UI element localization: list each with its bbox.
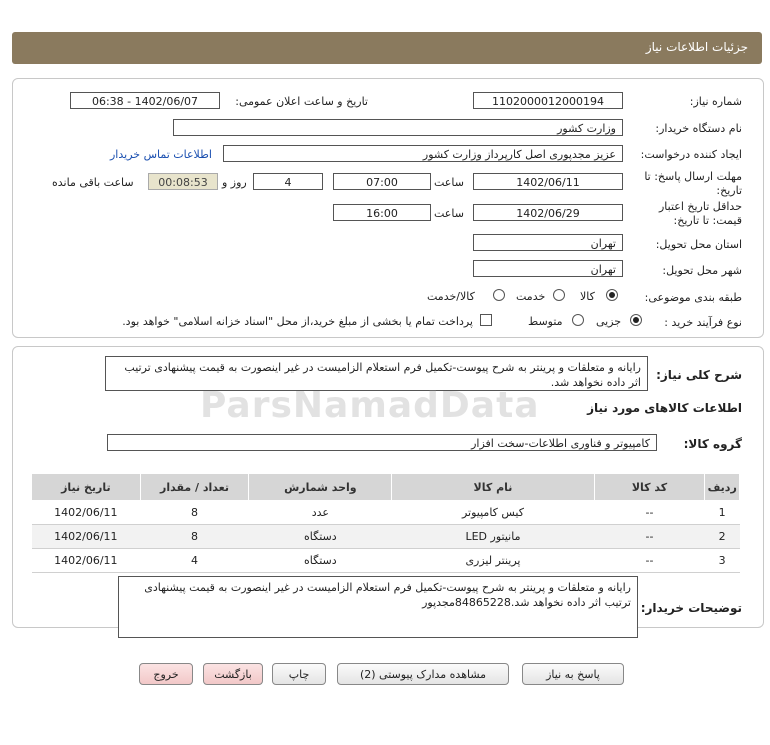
attachments-button[interactable]: مشاهده مدارک پیوستی (2) [337, 663, 509, 685]
goods-group-field: کامپیوتر و فناوری اطلاعات-سخت افزار [107, 434, 657, 451]
page-title: جزئیات اطلاعات نیاز [645, 40, 748, 54]
deadline-time-field: 07:00 [333, 173, 431, 190]
cell-name: پرینتر لیزری [392, 549, 594, 573]
table-row [32, 549, 740, 573]
category-option-goods: کالا [580, 290, 595, 303]
cell-row: 2 [705, 525, 740, 549]
buyer-org-label: نام دستگاه خریدار: [655, 122, 742, 135]
process-option-medium: متوسط [528, 315, 563, 328]
cell-row: 3 [705, 549, 740, 573]
creator-label: ایجاد کننده درخواست: [640, 148, 742, 161]
print-button[interactable]: چاپ [272, 663, 326, 685]
buyer-org-field: وزارت کشور [173, 119, 623, 136]
cell-unit: عدد [249, 501, 392, 525]
table-row [32, 501, 740, 525]
category-option-goods-service: کالا/خدمت [427, 290, 475, 303]
description-label: شرح کلی نیاز: [656, 368, 742, 382]
deadline-label-1: مهلت ارسال پاسخ: تا [644, 170, 742, 183]
col-name: نام کالا [392, 474, 594, 501]
cell-qty: 8 [140, 525, 249, 549]
cell-name: مانیتور LED [392, 525, 594, 549]
contact-buyer-link[interactable]: اطلاعات تماس خریدار [110, 148, 212, 161]
category-label: طبقه بندی موضوعی: [644, 291, 742, 304]
deadline-date-field: 1402/06/11 [473, 173, 623, 190]
cell-code: -- [594, 501, 705, 525]
deadline-hour-label: ساعت [434, 176, 464, 189]
category-radio-service[interactable] [553, 289, 565, 301]
buyer-notes-label: توضیحات خریدار: [640, 601, 742, 615]
cell-qty: 4 [140, 549, 249, 573]
remaining-label: ساعت باقی مانده [52, 176, 134, 189]
treasury-payment-checkbox[interactable] [480, 314, 492, 326]
col-date: تاریخ نیاز [32, 474, 141, 501]
deadline-label-2: تاریخ: [716, 184, 742, 197]
city-field: تهران [473, 260, 623, 277]
city-label: شهر محل تحویل: [662, 264, 742, 277]
process-radio-medium[interactable] [572, 314, 584, 326]
goods-table [31, 473, 740, 573]
cell-name: کیس کامپیوتر [392, 501, 594, 525]
page-header [12, 32, 762, 64]
cell-unit: دستگاه [249, 549, 392, 573]
cell-date: 1402/06/11 [32, 525, 141, 549]
col-qty: تعداد / مقدار [140, 474, 249, 501]
cell-qty: 8 [140, 501, 249, 525]
goods-section-title: اطلاعات کالاهای مورد نیاز [587, 401, 742, 415]
price-hour-label: ساعت [434, 207, 464, 220]
price-label-2: قیمت: تا تاریخ: [673, 214, 742, 227]
announce-field: 1402/06/07 - 06:38 [70, 92, 220, 109]
process-label: نوع فرآیند خرید : [664, 316, 742, 329]
cell-date: 1402/06/11 [32, 501, 141, 525]
cell-code: -- [594, 525, 705, 549]
need-number-field: 1102000012000194 [473, 92, 623, 109]
description-text: رایانه و متعلقات و پرینتر به شرح پیوست-تکمیل فرم استعلام الزامیست در غیر اینصورت به قیمت پیشنهادی ترتیب اثر داده نخواهد شد. [105, 356, 648, 391]
announce-label: تاریخ و ساعت اعلان عمومی: [235, 95, 368, 108]
process-option-minor: جزیی [596, 315, 622, 328]
days-label: روز و [222, 176, 247, 189]
watermark-logo-text: ParsNamadData [200, 385, 540, 426]
exit-button[interactable]: خروج [139, 663, 193, 685]
col-code: کد کالا [594, 474, 705, 501]
remaining-time-field: 00:08:53 [148, 173, 218, 190]
col-row: ردیف [705, 474, 740, 501]
category-radio-goods-service[interactable] [493, 289, 505, 301]
col-unit: واحد شمارش [249, 474, 392, 501]
province-field: تهران [473, 234, 623, 251]
reply-button[interactable]: پاسخ به نیاز [522, 663, 624, 685]
table-row [32, 525, 740, 549]
process-radio-minor[interactable] [630, 314, 642, 326]
back-button[interactable]: بازگشت [203, 663, 263, 685]
cell-unit: دستگاه [249, 525, 392, 549]
category-option-service: خدمت [516, 290, 546, 303]
days-field: 4 [253, 173, 323, 190]
cell-code: -- [594, 549, 705, 573]
price-time-field: 16:00 [333, 204, 431, 221]
province-label: استان محل تحویل: [655, 238, 742, 251]
need-number-label: شماره نیاز: [689, 95, 742, 108]
goods-group-label: گروه کالا: [683, 437, 742, 451]
treasury-payment-note: پرداخت تمام یا بخشی از مبلغ خرید،از محل "اسناد خزانه اسلامی" خواهد بود. [122, 315, 473, 328]
category-radio-goods[interactable] [606, 289, 618, 301]
cell-date: 1402/06/11 [32, 549, 141, 573]
goods-table-header [32, 474, 740, 501]
price-label-1: حداقل تاریخ اعتبار [658, 200, 742, 213]
buyer-notes-text: رایانه و متعلقات و پرینتر به شرح پیوست-تکمیل فرم استعلام الزامیست در غیر اینصورت به قیمت پیشنهادی ترتیب اثر داده نخواهد شد.84865228مجدپور [118, 576, 638, 638]
cell-row: 1 [705, 501, 740, 525]
price-date-field: 1402/06/29 [473, 204, 623, 221]
creator-field: عزیز مجدپوری اصل کارپرداز وزارت کشور [223, 145, 623, 162]
